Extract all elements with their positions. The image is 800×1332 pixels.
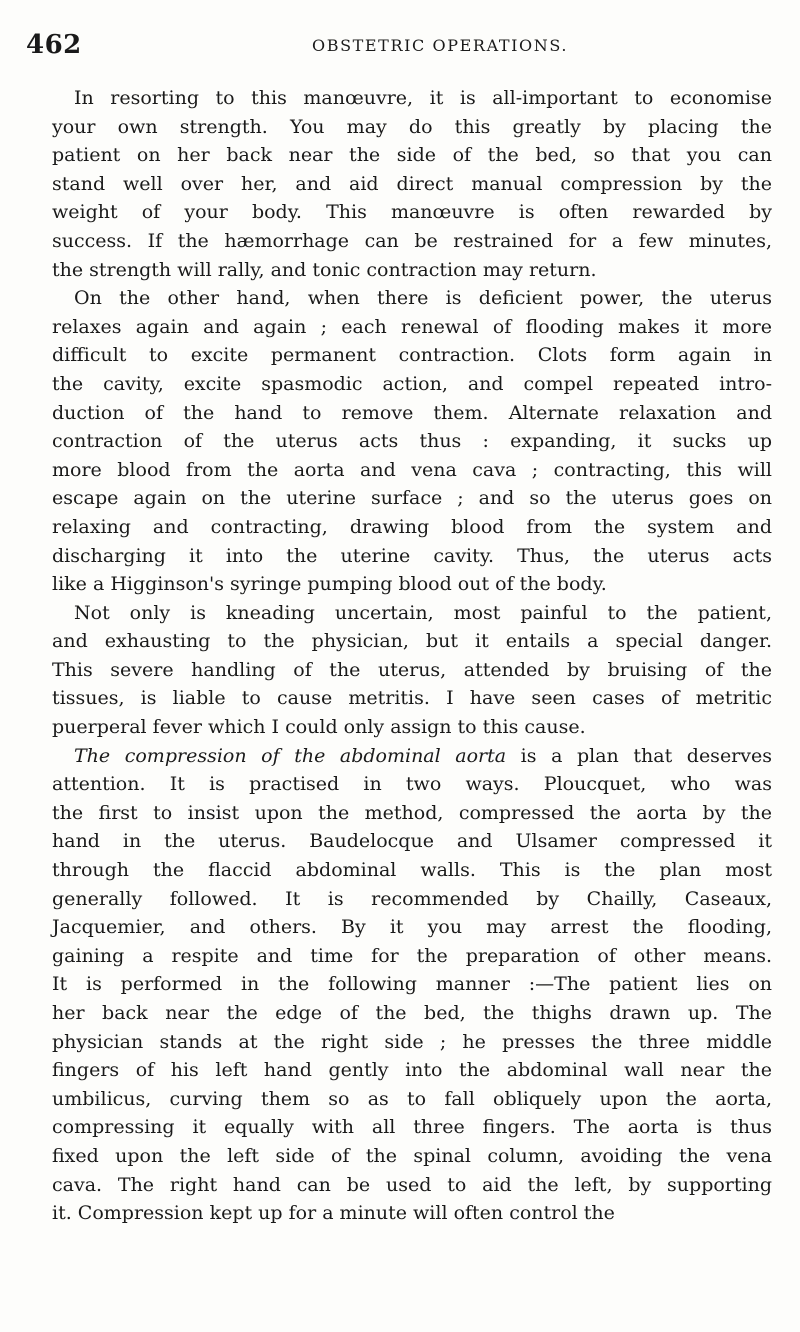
text-line: and exhausting to the physician, but it entails a special danger. (52, 630, 772, 653)
text-line: This severe handling of the uterus, attended by bruising of the (52, 658, 772, 681)
text-line: In resorting to this manœuvre, it is all-important to economise (74, 87, 772, 109)
text-line: stand well over her, and aid direct manual compression by the (52, 172, 772, 195)
text-line: like a Higginson's syringe pumping blood out of the body. (52, 573, 607, 596)
body-text (52, 84, 772, 1228)
text-line (52, 742, 772, 771)
text-line: relaxing and contracting, drawing blood from the system and (52, 515, 772, 538)
text-line: compressing it equally with all three fingers. The aorta is thus (52, 1116, 772, 1139)
text-line: puerperal fever which I could only assign to this cause. (52, 716, 586, 739)
page-number: 462 (26, 30, 82, 60)
text-line: Not only is kneading uncertain, most painful to the patient, (74, 601, 772, 624)
text-line: difficult to excite permanent contraction. Clots form again in (52, 344, 772, 367)
running-head (26, 30, 766, 60)
text-line: more blood from the aorta and vena cava ; contracting, this will (52, 458, 772, 481)
text-line: the first to insist upon the method, compressed the aorta by the (52, 801, 772, 824)
text-line: cava. The right hand can be used to aid the left, by supporting (52, 1173, 772, 1196)
text-line: relaxes again and again ; each renewal of flooding makes it more (52, 315, 772, 338)
text-line: discharging it into the uterine cavity. Thus, the uterus acts (52, 544, 772, 567)
text-line: through the flaccid abdominal walls. This is the plan most (52, 859, 772, 882)
text-line: hand in the uterus. Baudelocque and Ulsamer compressed it (52, 830, 772, 853)
text-line: fixed upon the left side of the spinal column, avoiding the vena (52, 1144, 772, 1167)
text-line: gaining a respite and time for the preparation of other means. (52, 944, 772, 967)
text-line: physician stands at the right side ; he presses the three middle (52, 1030, 772, 1053)
italic-phrase: The compression of the abdominal aorta (74, 744, 507, 767)
text-line: patient on her back near the side of the bed, so that you can (52, 144, 772, 167)
text-line: the cavity, excite spasmodic action, and compel repeated intro- (52, 372, 772, 395)
text-line: her back near the edge of the bed, the thighs drawn up. The (52, 1002, 772, 1024)
text-line: Jacquemier, and others. By it you may arrest the flooding, (52, 916, 772, 939)
text-line: the strength will rally, and tonic contraction may return. (52, 258, 597, 281)
text-line: tissues, is liable to cause metritis. I have seen cases of metritic (52, 687, 772, 710)
text-line: generally followed. It is recommended by Chailly, Caseaux, (52, 887, 772, 910)
text-line: umbilicus, curving them so as to fall obliquely upon the aorta, (52, 1087, 772, 1110)
text-line: On the other hand, when there is deficient power, the uterus (74, 287, 772, 310)
text-line: your own strength. You may do this greatly by placing the (52, 115, 772, 138)
text-line: It is performed in the following manner :—The patient lies on (52, 973, 772, 996)
text-line: duction of the hand to remove them. Alternate relaxation and (52, 401, 772, 424)
text-line: contraction of the uterus acts thus : expanding, it sucks up (52, 430, 772, 453)
text-line: success. If the hæmorrhage can be restrained for a few minutes, (52, 229, 772, 252)
running-title: OBSTETRIC OPERATIONS. (312, 36, 569, 55)
text-line: weight of your body. This manœuvre is often rewarded by (52, 201, 772, 224)
text-line: attention. It is practised in two ways. Ploucquet, who was (52, 773, 772, 796)
line-text: is a plan that deserves (506, 744, 772, 767)
text-line: escape again on the uterine surface ; and so the uterus goes on (52, 487, 772, 510)
text-line: it. Compression kept up for a minute will often control the (52, 1202, 615, 1225)
text-line: fingers of his left hand gently into the abdominal wall near the (52, 1059, 772, 1082)
